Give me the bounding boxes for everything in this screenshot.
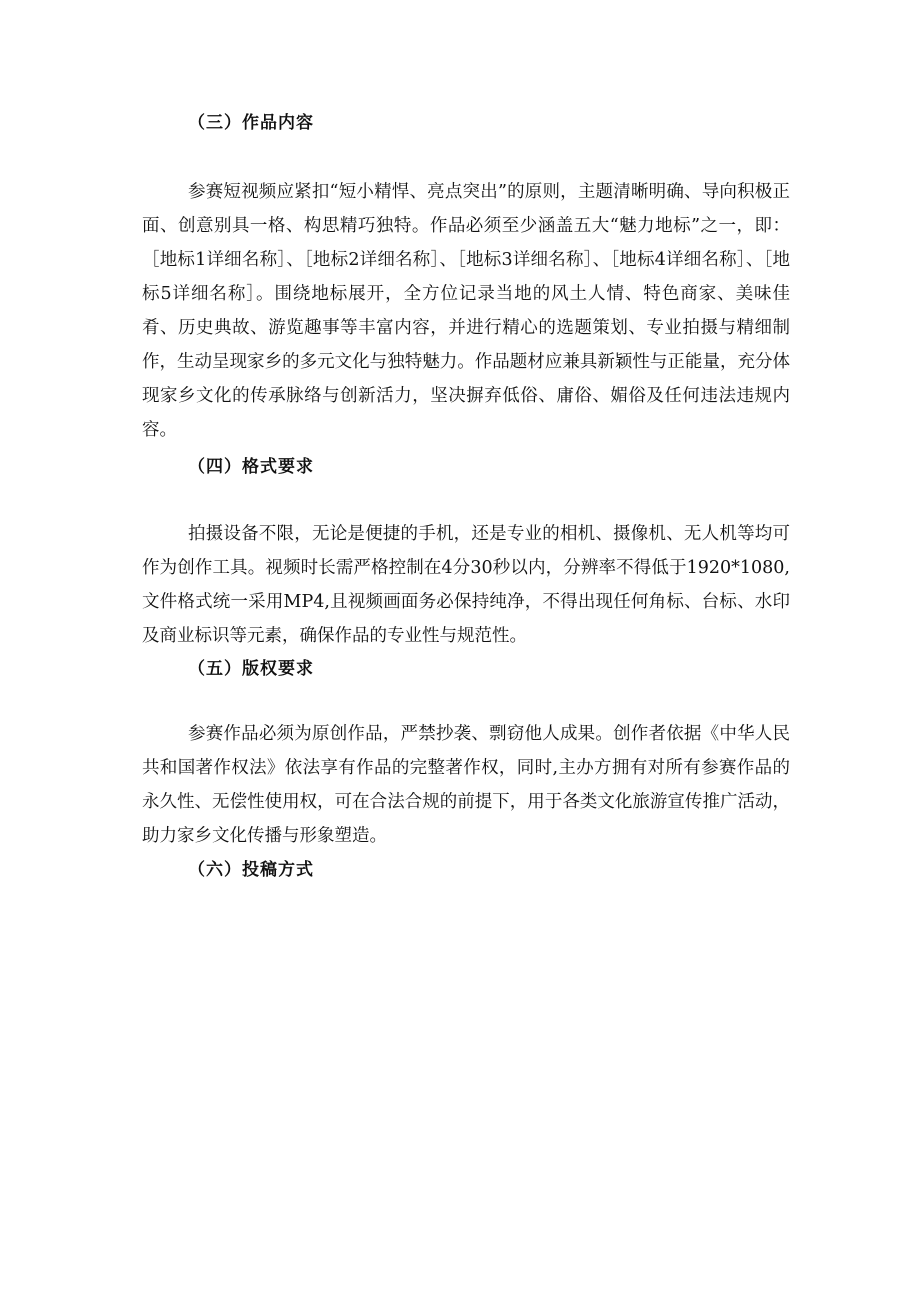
section-heading-format: （四）格式要求 <box>188 457 314 477</box>
section-body-copyright: 参赛作品必须为原创作品，严禁抄袭、剽窃他人成果。创作者依据《中华人民共和国著作权法》依法享有作品的完整著作权，同时,主办方拥有对所有参赛作品的永久性、无偿性使用权，可在合法合规的前提下，用于各类文化旅游宣传推广活动，助力家乡文化传播与形象塑造。 <box>142 724 790 846</box>
section-body-format: 拍摄设备不限，无论是便捷的手机，还是专业的相机、摄像机、无人机等均可作为创作工具。视频时长需严格控制在4分30秒以内，分辨率不得低于1920*1080,文件格式统一采用MP4,且视频画面务必保持纯净，不得出现任何角标、台标、水印及商业标识等元素，确保作品的专业性与规范性。 <box>142 524 790 646</box>
section-heading-copyright: （五）版权要求 <box>188 659 314 679</box>
section-heading-content: （三）作品内容 <box>188 113 314 133</box>
section-body-content: 参赛短视频应紧扣“短小精悍、亮点突出”的原则，主题清晰明确、导向积极正面、创意别具一格、构思精巧独特。作品必须至少涵盖五大“魅力地标”之一，即：［地标1详细名称］、［地标2详细名称］、［地标3详细名称］、［地标4详细名称］、［地标5详细名称］。围绕地标展开，全方位记录当地的风土人情、特色商家、美味佳肴、历史典故、游览趣事等丰富内容，并进行精心的选题策划、专业拍摄与精细制作，生动呈现家乡的多元文化与独特魅力。作品题材应兼具新颖性与正能量，充分体现家乡文化的传承脉络与创新活力，坚决摒弃低俗、庸俗、媚俗及任何违法违规内容。 <box>142 182 790 440</box>
section-heading-submission: （六）投稿方式 <box>188 860 314 880</box>
